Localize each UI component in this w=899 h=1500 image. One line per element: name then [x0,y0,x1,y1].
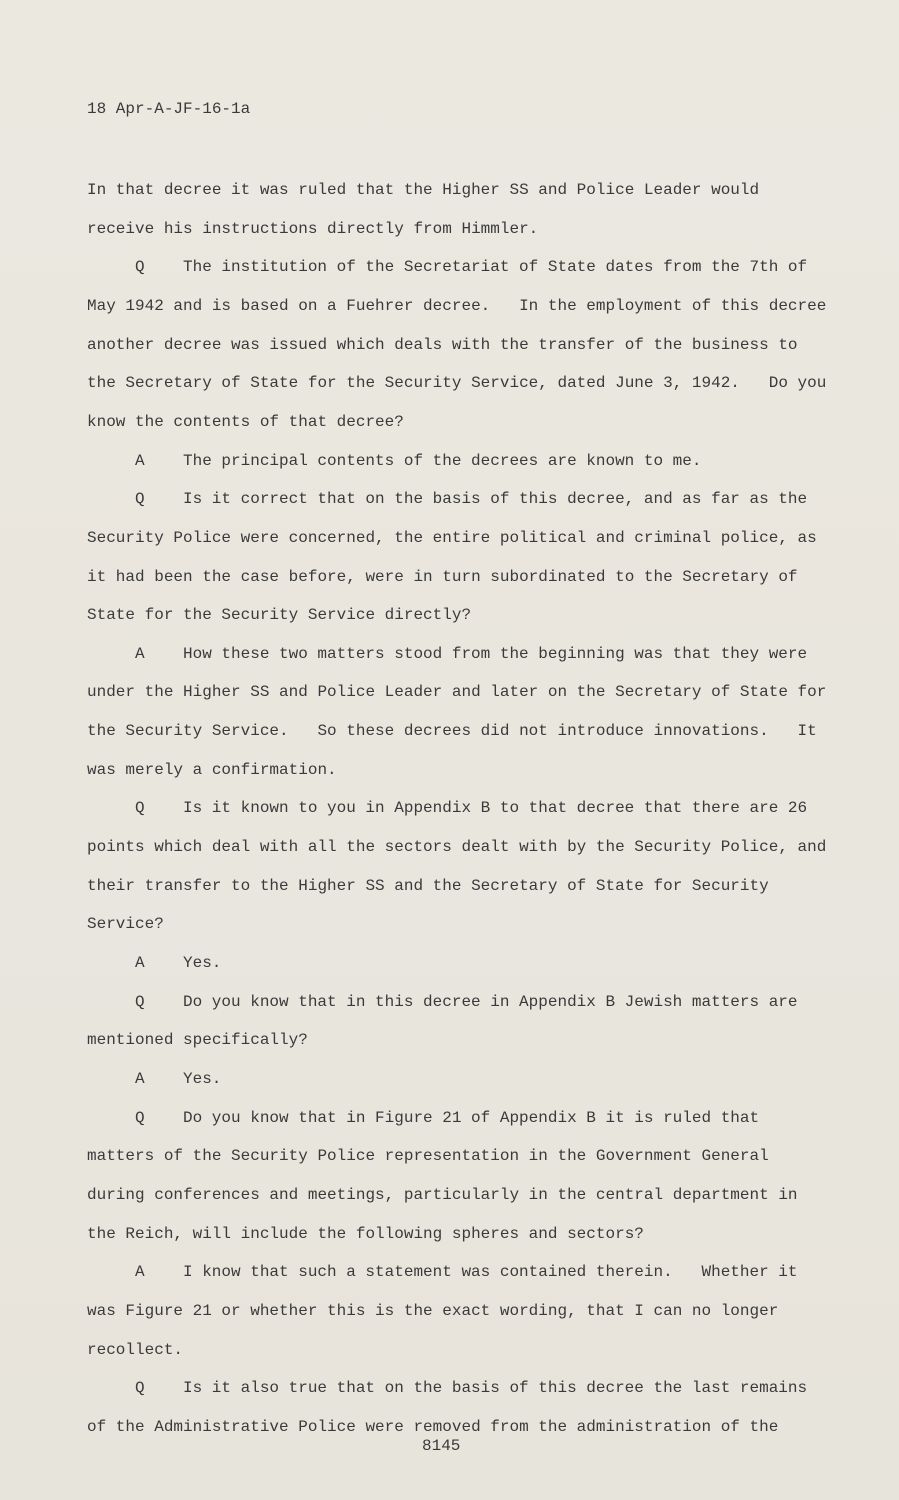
transcript-line: How these two matters stood from the beginning was that they were [183,644,808,663]
transcript-line: Is it correct that on the basis of this decree, and as far as the [183,490,808,509]
transcript-line: under the Higher SS and Police Leader and later on the Secretary of State for [87,683,827,702]
answer-marker: A [135,954,145,972]
transcript-line: Security Police were concerned, the entire political and criminal police, as [87,528,817,547]
transcript-line: Is it also true that on the basis of this decree the last remains [183,1379,808,1398]
transcript-line: Service? [87,915,164,934]
transcript-line: recollect. [87,1340,184,1359]
answer-marker: A [135,1263,145,1282]
question-marker: Q [135,490,145,509]
transcript-line: of the Administrative Police were removed from the administration of the [87,1417,779,1436]
page-number: 8145 [422,1437,461,1455]
transcript-line: Do you know that in Figure 21 of Appendix B it is ruled that [183,1108,760,1127]
transcript-line: their transfer to the Higher SS and the Secretary of State for Security [87,876,769,895]
transcript-line: was Figure 21 or whether this is the exact wording, that I can no longer [87,1301,779,1320]
transcript-line: the Security Service. So these decrees did not introduce innovations. It [87,722,817,741]
transcript-line: May 1942 and is based on a Fuehrer decree. In the employment of this decree [87,296,827,315]
question-marker: Q [135,258,145,277]
transcript-line: Is it known to you in Appendix B to that decree that there are 26 [183,799,808,818]
answer-marker: A [135,1069,145,1088]
transcript-line: it had been the case before, were in turn subordinated to the Secretary of [87,567,798,586]
transcript-line: the Reich, will include the following spheres and sectors? [87,1224,644,1243]
transcript-line: during conferences and meetings, particularly in the central department in [87,1185,798,1204]
question-marker: Q [135,1379,145,1398]
transcript-line: mentioned specifically? [87,1031,308,1050]
transcript-line: Do you know that in this decree in Appendix B Jewish matters are [183,992,798,1011]
transcript-line: Yes. [183,954,222,972]
transcript-line: Yes. [183,1069,222,1088]
transcript-line: was merely a confirmation. [87,760,337,779]
transcript-line: The institution of the Secretariat of State dates from the 7th of [183,258,808,277]
transcript-line: another decree was issued which deals with the transfer of the business to [87,335,798,354]
transcript-line: State for the Security Service directly? [87,606,472,625]
question-marker: Q [135,799,145,818]
transcript-line: I know that such a statement was contained therein. Whether it [183,1263,798,1282]
transcript-line: In that decree it was ruled that the Higher SS and Police Leader would [87,181,760,199]
answer-marker: A [135,644,145,663]
transcript-line: receive his instructions directly from Himmler. [87,219,539,238]
transcript-line: matters of the Security Police representation in the Government General [87,1147,769,1166]
question-marker: Q [135,992,145,1011]
answer-marker: A [135,451,145,470]
transcript-line: the Secretary of State for the Security Service, dated June 3, 1942. Do you [87,374,827,393]
transcript-line: points which deal with all the sectors dealt with by the Security Police, and [87,838,827,857]
transcript-line: The principal contents of the decrees are known to me. [183,451,702,470]
transcript-line: know the contents of that decree? [87,412,404,431]
question-marker: Q [135,1108,145,1127]
document-reference-header: 18 Apr-A-JF-16-1a [87,100,251,118]
